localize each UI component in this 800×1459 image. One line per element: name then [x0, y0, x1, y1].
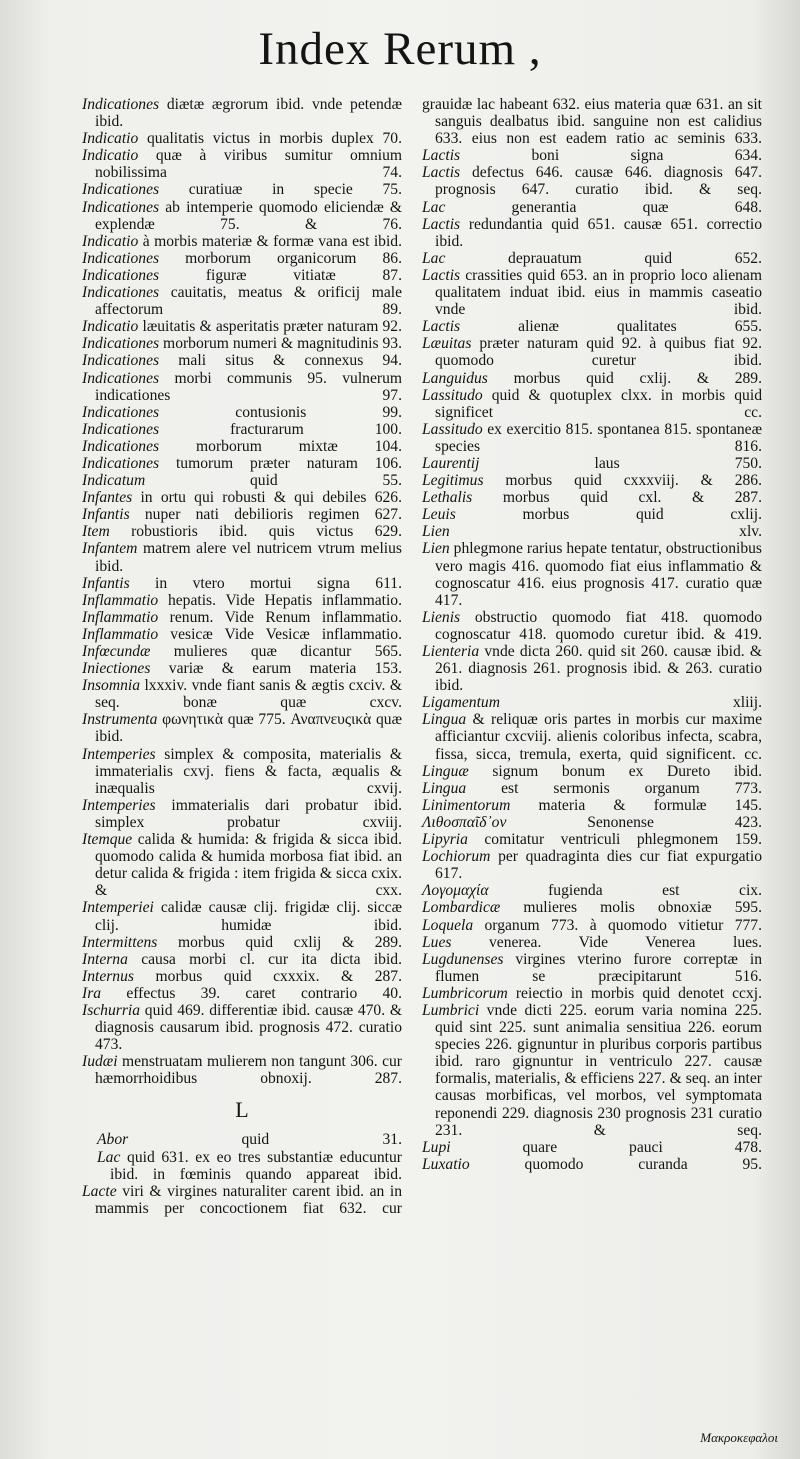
index-text: materia & formulæ 145. — [510, 796, 762, 814]
index-keyword: Ischurria — [82, 1001, 141, 1019]
index-text: effectus 39. caret contrario 40. — [101, 984, 402, 1002]
index-text: qualitatis victus in morbis duplex 70. — [138, 130, 402, 148]
index-keyword: Lactis — [422, 147, 461, 165]
index-entry — [422, 506, 762, 523]
index-keyword: Indicationes — [82, 454, 160, 472]
index-entry — [422, 899, 762, 916]
right-column — [422, 96, 762, 1173]
index-entry — [82, 592, 402, 609]
index-keyword: Lumbricorum — [422, 984, 508, 1002]
index-keyword: Luxatio — [422, 1155, 470, 1173]
index-keyword: Linguæ — [422, 762, 469, 780]
index-entry — [422, 985, 762, 1002]
index-entry — [82, 404, 402, 421]
index-keyword: Lassitudo — [422, 386, 483, 404]
index-keyword: Λιθοσπαῖδ᾽ον — [422, 813, 507, 831]
index-keyword: Lienteria — [422, 643, 480, 660]
index-entry — [82, 899, 402, 933]
index-entry — [82, 438, 402, 455]
index-entry — [82, 130, 402, 147]
index-text: matrem alere vel nutricem vtrum melius ibid. — [95, 540, 402, 575]
index-entry — [422, 951, 762, 985]
index-keyword: Lactis — [422, 215, 461, 233]
index-text: curatiuæ in specie 75. — [159, 181, 402, 199]
index-keyword: Inflammatio — [82, 608, 159, 626]
index-text: deprauatum quid 652. — [445, 249, 762, 267]
index-entry — [82, 352, 402, 369]
catchword: Μακροκεφαλοι — [700, 1430, 778, 1445]
index-text: contusionis 99. — [159, 403, 402, 421]
index-entry — [422, 694, 762, 711]
index-text: xliij. — [499, 694, 762, 712]
index-keyword: Lac — [422, 198, 446, 216]
index-entry — [82, 284, 402, 318]
index-text: lxxxiv. vnde fiant sanis & ægtis cxciv. & seq. bonæ quæ cxcv. — [95, 677, 402, 712]
index-entry — [422, 370, 762, 387]
index-text: nuper nati debilioris regimen 627. — [129, 506, 402, 524]
index-keyword: Intemperies — [82, 796, 156, 814]
index-keyword: Indicatum — [82, 472, 146, 490]
index-entry — [82, 831, 402, 899]
index-keyword: Inflammatio — [82, 591, 159, 609]
index-text: xlv. — [449, 523, 762, 541]
index-entry — [82, 523, 402, 540]
index-keyword: Indicationes — [82, 352, 160, 370]
index-keyword: Ligamentum — [422, 694, 500, 712]
index-text: mali situs & connexus 94. — [159, 352, 402, 370]
index-keyword: Infantem — [82, 540, 138, 558]
index-entry — [422, 216, 762, 250]
index-keyword: Interna — [82, 950, 128, 968]
page-title: Index Rerum , — [258, 23, 542, 75]
index-text: grauidæ lac habeant 632. eius materia quæ 631. an sit sanguis dealbatus ibid. sanguine non est calidius 633. eius non est eadem ratio ac seminis 633. — [422, 96, 762, 148]
index-entry — [422, 147, 762, 164]
index-text: quid 469. differentiæ ibid. causæ 470. & diagnosis causarum ibid. prognosis 472. curatio 473. — [95, 1001, 402, 1054]
index-entry — [422, 763, 762, 780]
index-keyword: Lassitudo — [422, 420, 483, 438]
index-text: morborum organicorum 86. — [159, 249, 402, 267]
index-keyword: Λογομαχία — [422, 882, 489, 900]
index-text: vesicæ Vide Vesicæ inflammatio. — [158, 625, 402, 643]
index-keyword: Ira — [82, 984, 102, 1002]
index-keyword: Lochiorum — [422, 848, 491, 866]
index-keyword: Lactis — [422, 164, 461, 182]
index-text: morbus quid cxlij & 289. — [157, 933, 402, 951]
index-entry — [82, 96, 402, 130]
index-keyword: Iudæi — [82, 1053, 118, 1071]
index-keyword: Legitimus — [422, 472, 484, 490]
index-keyword: Lethalis — [422, 489, 473, 507]
index-keyword: Indicationes — [82, 403, 160, 421]
index-entry — [422, 1139, 762, 1156]
section-letter: L — [235, 1097, 249, 1123]
index-entry — [422, 711, 762, 762]
index-text: ex exercitio 815. spontanea 815. spontaneæ species 816. — [435, 420, 762, 455]
index-text: mulieres molis obnoxiæ 595. — [500, 899, 762, 917]
index-text: figuræ vitiatæ 87. — [159, 266, 402, 284]
index-text: quomodo curanda 95. — [469, 1155, 762, 1173]
index-entry — [82, 318, 402, 335]
index-keyword: Laurentij — [422, 454, 480, 472]
index-keyword: Indicationes — [82, 198, 160, 216]
index-text: præter naturam quid 92. à quibus fiat 92. quomodo curetur ibid. — [435, 335, 762, 370]
index-text: alienæ qualitates 655. — [460, 318, 762, 336]
index-text: morbus quid cxxxix. & 287. — [133, 967, 402, 985]
index-keyword: Lac — [97, 1148, 121, 1166]
index-text: causa morbi cl. cur ita dicta ibid. — [127, 950, 402, 968]
index-text: læuitatis & asperitatis præter naturam 92. — [138, 318, 402, 336]
index-entry — [82, 147, 402, 181]
index-entry — [82, 250, 402, 267]
index-keyword: Indicationes — [82, 249, 160, 267]
index-entry — [422, 780, 762, 797]
index-text: morbus quid cxlij. & 289. — [487, 369, 762, 387]
index-entry — [422, 831, 762, 848]
index-entry — [82, 370, 402, 404]
index-text: vnde dicti 225. eorum varia nomina 225. quid sint 225. sunt animalia sensitiua 226. eorum species 226. gignuntur in pluribus corporis partibus ibid. raro gignuntur in ventriculo 227. causæ formalis, materialis, & efficiens 227. & seq. an inter causas morbificas, vel morbos, vel symptomata reponendi 229. diagnosis 230 prognosis 231 curatio 231. & seq. — [435, 1001, 762, 1139]
index-text: ab intemperie quomodo eliciendæ & explendæ 75. & 76. — [95, 198, 402, 233]
index-keyword: Indicatio — [82, 130, 139, 148]
index-keyword: Indicationes — [82, 181, 160, 199]
index-keyword: Lues — [422, 933, 452, 951]
index-entry — [422, 882, 762, 899]
index-entry — [82, 506, 402, 523]
index-entry — [422, 421, 762, 455]
index-keyword: Loquela — [422, 916, 474, 934]
index-keyword: Internus — [82, 967, 134, 985]
index-text: à morbis materiæ & formæ vana est ibid. — [138, 232, 402, 250]
index-entry — [422, 335, 762, 369]
index-keyword: Indicationes — [82, 369, 160, 387]
index-keyword: Indicationes — [82, 420, 160, 438]
index-keyword: Linimentorum — [422, 796, 511, 814]
index-keyword: Lombardicæ — [422, 899, 501, 917]
index-text: obstructio quomodo fiat 418. quomodo cognoscatur 418. quomodo curetur ibid. & 419. — [435, 608, 762, 643]
index-entry — [82, 233, 402, 250]
index-keyword: Lactis — [422, 266, 461, 284]
index-entry — [82, 199, 402, 233]
index-entry — [82, 985, 402, 1002]
index-text: mulieres quæ dicantur 565. — [150, 643, 402, 660]
index-keyword: Lingua — [422, 711, 467, 729]
index-entry — [422, 609, 762, 643]
index-entry — [422, 1156, 762, 1173]
index-entry — [422, 814, 762, 831]
index-text: reiectio in morbis quid denotet ccxj. — [507, 984, 762, 1002]
index-keyword: Indicationes — [82, 284, 160, 302]
index-text: & reliquæ oris partes in morbis cur maxime afficiantur cxcviij. alienis coloribus infecta, scabra, fissa, sicca, tremula, exerta, quid significent. cc. — [435, 711, 762, 763]
index-keyword: Insomnia — [82, 677, 141, 695]
index-entry — [422, 267, 762, 318]
index-keyword: Indicatio — [82, 232, 139, 250]
index-keyword: Indicationes — [82, 266, 160, 284]
index-text: quid 631. ex eo tres substantiæ educuntur ibid. in fœminis quando appareat ibid. — [110, 1148, 402, 1183]
index-entry — [82, 626, 402, 643]
index-keyword: Lien — [422, 540, 450, 558]
index-entry — [82, 1053, 402, 1087]
index-keyword: Lien — [422, 523, 450, 541]
index-text: generantia quæ 648. — [445, 198, 762, 216]
index-text: viri & virgines naturaliter carent ibid. an in mammis per concoctionem fiat 632. cur — [95, 1182, 402, 1217]
index-text: quid 55. — [145, 472, 402, 490]
index-text: quid 31. — [128, 1131, 402, 1149]
index-keyword: Indicationes — [82, 335, 160, 353]
index-entry — [422, 934, 762, 951]
index-entry — [82, 489, 402, 506]
index-entry — [422, 489, 762, 506]
index-entry — [422, 250, 762, 267]
index-text: simplex & composita, materialis & immaterialis cxvj. fiens & facta, æqualis & inæqualis cxvij. — [95, 745, 402, 797]
index-text: calidæ causæ clij. frigidæ clij. siccæ clij. humidæ ibid. — [95, 899, 402, 934]
index-keyword: Lac — [422, 249, 446, 267]
index-entry — [82, 660, 402, 677]
index-entry — [422, 540, 762, 608]
index-entry — [422, 797, 762, 814]
index-entry — [82, 797, 402, 831]
index-text: hepatis. Vide Hepatis inflammatio. — [158, 591, 402, 609]
index-text: phlegmone rarius hepate tentatur, obstructionibus vero magis 416. quomodo fiat eius inflammatio & cognoscatur 416. eius prognosis 417. curatio quæ 417. — [435, 540, 762, 609]
index-keyword: Intemperiei — [82, 899, 154, 917]
index-keyword: Indicatio — [82, 147, 139, 165]
index-keyword: Lipyria — [422, 831, 468, 849]
index-entry — [82, 1149, 402, 1183]
index-text: renum. Vide Renum inflammatio. — [158, 608, 402, 626]
index-entry — [82, 472, 402, 489]
index-text: quare pauci 478. — [450, 1138, 762, 1156]
index-keyword: Intemperies — [82, 745, 156, 763]
index-text: morbi communis 95. vulnerum indicationes 97. — [95, 369, 402, 404]
index-entry — [82, 335, 402, 352]
index-entry — [82, 421, 402, 438]
index-keyword: Infantis — [82, 574, 130, 592]
index-text: organum 773. à quomodo vitietur 777. — [473, 916, 762, 934]
index-entry — [422, 387, 762, 421]
index-entry — [422, 318, 762, 335]
index-text: laus 750. — [479, 454, 762, 472]
index-entry — [82, 609, 402, 626]
index-text: per quadraginta dies cur fiat expurgatio 617. — [435, 848, 762, 883]
index-text: morborum numeri & magnitudinis 93. — [159, 335, 402, 353]
index-entry — [82, 267, 402, 284]
index-entry — [82, 968, 402, 985]
index-keyword: Læuitas — [422, 335, 472, 353]
index-entry — [82, 677, 402, 711]
left-column — [82, 96, 402, 1217]
index-text: morbus quid cxl. & 287. — [472, 489, 762, 507]
index-text: menstruatam mulierem non tangunt 306. cur hæmorrhoidibus obnoxij. 287. — [95, 1053, 402, 1088]
index-text: diætæ ægrorum ibid. vnde petendæ ibid. — [95, 96, 402, 131]
index-text: morbus quid cxlij. — [455, 506, 762, 524]
index-keyword: Indicationes — [82, 437, 160, 455]
index-keyword: Itemque — [82, 831, 133, 849]
index-keyword: Iniectiones — [82, 660, 151, 678]
index-text: cauitatis, meatus & orificij male affectorum 89. — [95, 284, 402, 319]
index-entry — [422, 917, 762, 934]
index-entry — [82, 575, 402, 592]
index-entry — [82, 181, 402, 198]
index-keyword: Infœcundæ — [82, 643, 151, 660]
index-entry — [82, 643, 402, 660]
index-entry — [422, 643, 762, 694]
index-keyword: Lugdunenses — [422, 950, 504, 968]
index-entry — [82, 951, 402, 968]
index-text: morborum mixtæ 104. — [159, 437, 402, 455]
index-keyword: Lumbrici — [422, 1001, 480, 1019]
index-entry — [422, 523, 762, 540]
index-keyword: Languidus — [422, 369, 488, 387]
index-text: vnde dicta 260. quid sit 260. causæ ibid. & 261. diagnosis 261. prognosis ibid. & 263. curatio ibid. — [435, 643, 762, 695]
index-keyword: Infantis — [82, 506, 130, 524]
index-text: redundantia quid 651. causæ 651. correctio ibid. — [435, 215, 762, 250]
index-keyword: Lingua — [422, 779, 467, 797]
index-keyword: Lupi — [422, 1138, 451, 1156]
index-keyword: Leuis — [422, 506, 456, 524]
index-text: immaterialis dari probatur ibid. simplex probatur cxviij. — [95, 796, 402, 831]
index-entry — [422, 199, 762, 216]
index-entry — [82, 711, 402, 745]
index-entry — [422, 96, 762, 147]
index-text: virgines vterino furore correptæ in flumen se præcipitarunt 516. — [435, 950, 762, 985]
index-text: robustioris ibid. quis victus 629. — [109, 523, 402, 541]
index-text: comitatur ventriculi phlegmonem 159. — [467, 831, 762, 849]
index-text: quid & quotuplex clxx. in morbis quid significet cc. — [435, 386, 762, 421]
index-keyword: Item — [82, 523, 110, 541]
index-entry — [422, 848, 762, 882]
index-keyword: Lactis — [422, 318, 461, 336]
index-keyword: Inflammatio — [82, 625, 159, 643]
index-entry — [82, 1183, 402, 1217]
index-text: quæ à viribus sumitur omnium nobilissima 74. — [95, 147, 402, 182]
index-keyword: Intermittens — [82, 933, 158, 951]
index-text: crassities quid 653. an in proprio loco alienam qualitatem induat ibid. eius in mammis caseatio vnde ibid. — [435, 266, 762, 319]
index-entry — [82, 1131, 402, 1148]
index-entry — [422, 1002, 762, 1139]
index-text: fugienda est cix. — [488, 882, 762, 900]
index-text: signum bonum ex Dureto ibid. — [468, 762, 762, 780]
index-text: defectus 646. causæ 646. diagnosis 647. prognosis 647. curatio ibid. & seq. — [435, 164, 762, 199]
index-text: tumorum præter naturam 106. — [159, 454, 402, 472]
index-keyword: Lacte — [82, 1182, 117, 1200]
index-text: fracturarum 100. — [159, 420, 402, 438]
index-entry — [422, 472, 762, 489]
index-entry — [82, 934, 402, 951]
index-entry — [422, 455, 762, 472]
index-keyword: Instrumenta — [82, 711, 158, 729]
index-entry — [82, 746, 402, 797]
index-text: morbus quid cxxxviij. & 286. — [483, 472, 762, 490]
index-entry — [82, 540, 402, 574]
index-text: φωνητικὰ quæ 775. Αναπνευςικὰ quæ ibid. — [95, 711, 402, 746]
index-keyword: Lienis — [422, 608, 461, 626]
index-entry — [422, 164, 762, 198]
index-text: in ortu qui robusti & qui debiles 626. — [132, 489, 402, 507]
index-keyword: Indicationes — [82, 96, 160, 113]
index-text: est sermonis organum 773. — [466, 779, 762, 797]
index-text: venerea. Vide Venereа lues. — [451, 933, 762, 951]
index-text: variæ & earum materia 153. — [150, 660, 402, 678]
index-keyword: Abor — [97, 1131, 129, 1149]
index-text: calida & humida: & frigida & sicca ibid. quomodo calida & humida morbosa fiat ibid. an detur calida & frigida : item frigida & sicca cxix. & cxx. — [95, 831, 402, 900]
index-text: boni signa 634. — [460, 147, 762, 165]
index-keyword: Indicatio — [82, 318, 139, 336]
index-keyword: Infantes — [82, 489, 133, 507]
index-entry — [82, 455, 402, 472]
index-text: Senonense 423. — [506, 813, 762, 831]
index-text: in vtero mortui signa 611. — [129, 574, 402, 592]
index-entry — [82, 1002, 402, 1053]
